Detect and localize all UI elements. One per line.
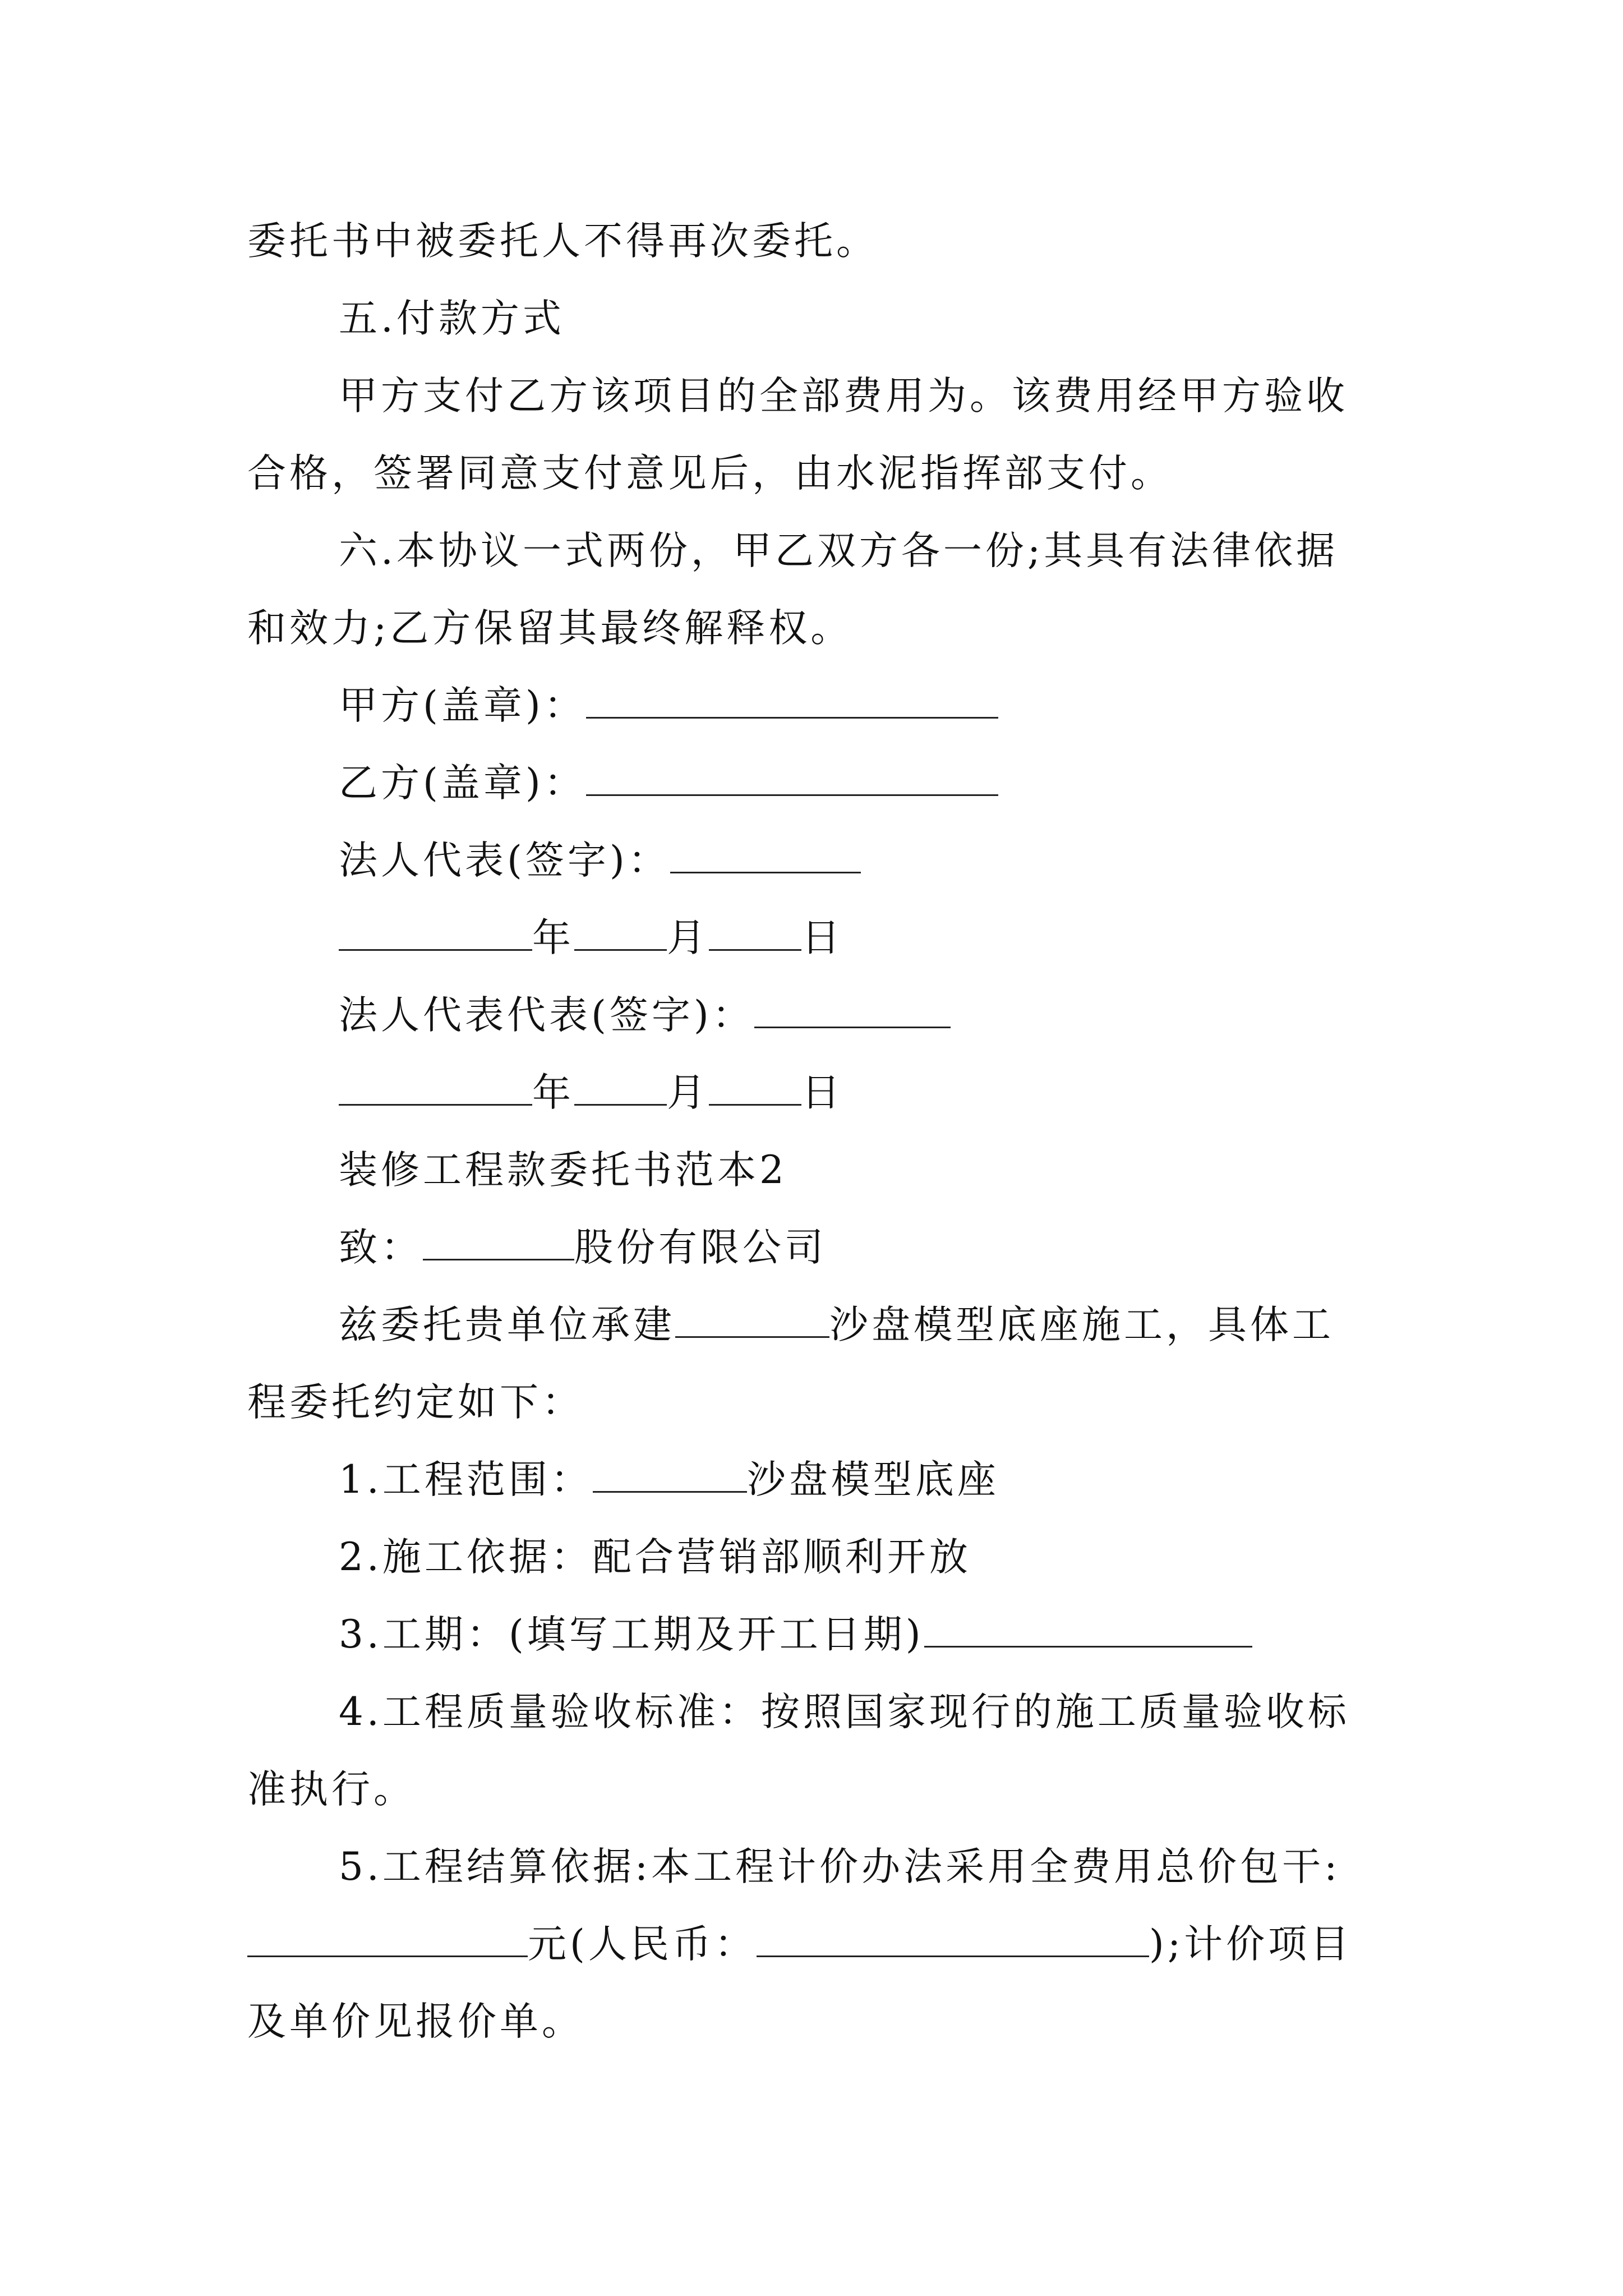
paragraph-line: 和效力;乙方保留其最终解释权。 [247,606,853,651]
year-blank [339,1071,532,1106]
list-item: 4.工程质量验收标准：按照国家现行的施工质量验收标 [339,1690,1350,1734]
date-line [339,913,843,963]
entrust-text: 兹委托贵单位承建 [339,1303,675,1347]
year-label: 年 [532,1070,574,1115]
sample-title: 装修工程款委托书范本2 [339,1148,787,1193]
party-a-blank [586,684,998,719]
month-blank [574,917,667,951]
rmb-blank [757,1923,1149,1957]
party-b-blank [586,762,998,796]
year-blank [339,917,532,951]
legal-rep-label: 法人代表(签字)： [339,838,670,883]
item-value: 沙盘模型底座 [746,1457,999,1502]
party-b-label: 乙方(盖章)： [339,761,586,806]
legal-rep-rep-signature-line [339,990,951,1041]
company-blank [423,1226,574,1260]
paragraph-line [339,1300,1334,1350]
schedule-blank [924,1613,1252,1648]
project-blank [675,1304,829,1338]
amount-label: 元(人民币： [528,1922,757,1967]
day-label: 日 [801,1070,843,1115]
list-item [339,1609,1252,1660]
addressee-suffix: 股份有限公司 [574,1225,827,1270]
scope-blank [593,1458,747,1493]
list-item [339,1455,999,1505]
party-a-signature-line [339,680,998,731]
legal-rep-rep-label: 法人代表代表(签字)： [339,993,754,1038]
month-blank [574,1071,667,1106]
party-a-label: 甲方(盖章)： [339,683,586,728]
addressee-line [339,1222,827,1273]
month-label: 月 [667,915,709,960]
day-blank [709,1071,801,1106]
paragraph-line: 及单价见报价单。 [247,1999,584,2044]
paragraph-line: 六.本协议一式两份，甲乙双方各一份;其具有法律依据 [339,528,1339,573]
section-heading: 五.付款方式 [339,296,565,341]
addressee-prefix: 致： [339,1225,423,1270]
legal-rep-blank [670,839,861,873]
item-label: 1.工程范围： [339,1457,593,1502]
paragraph-line: 准执行。 [247,1767,416,1812]
year-label: 年 [532,915,574,960]
party-b-signature-line [339,758,998,808]
paragraph-line [247,1919,1352,1970]
paragraph-line: 合格，签署同意支付意见后，由水泥指挥部支付。 [247,451,1173,496]
item-text: 3.工期：(填写工期及开工日期) [339,1612,924,1657]
amount-blank [247,1923,528,1957]
list-item: 2.施工依据：配合营销部顺利开放 [339,1535,971,1580]
legal-rep-rep-blank [754,994,951,1028]
entrust-text: 沙盘模型底座施工，具体工 [829,1303,1334,1347]
list-item: 5.工程结算依据:本工程计价办法采用全费用总价包干: [339,1844,1341,1889]
amount-tail: );计价项目 [1149,1922,1353,1967]
paragraph-line: 委托书中被委托人不得再次委托。 [247,219,878,264]
legal-rep-signature-line [339,835,861,886]
day-label: 日 [801,915,843,960]
paragraph-line: 甲方支付乙方该项目的全部费用为。该费用经甲方验收 [339,374,1348,418]
month-label: 月 [667,1070,709,1115]
paragraph-line: 程委托约定如下： [247,1380,584,1425]
date-line [339,1068,843,1118]
day-blank [709,917,801,951]
